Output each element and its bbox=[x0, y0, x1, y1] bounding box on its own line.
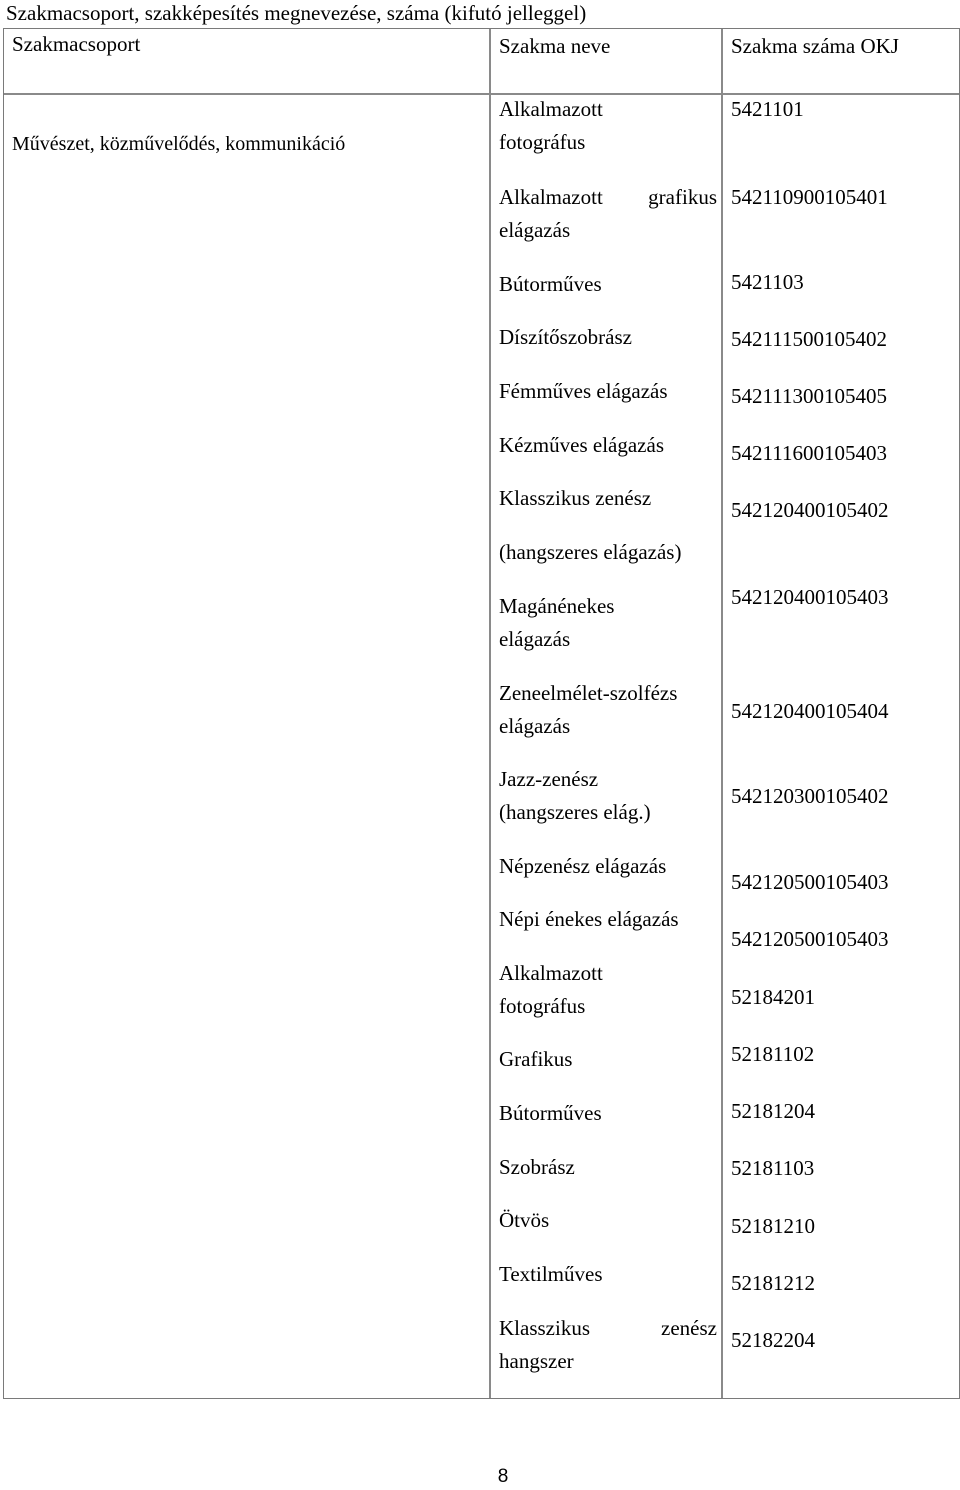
occupation-name bbox=[499, 321, 717, 354]
okj-code: 542120500105403 bbox=[731, 927, 889, 951]
okj-code: 5421101 bbox=[731, 97, 804, 121]
occupation-name bbox=[499, 903, 717, 936]
occupation-name bbox=[499, 590, 717, 656]
occupation-name bbox=[499, 763, 717, 829]
occupation-name-line: Textilműves bbox=[499, 1262, 603, 1286]
occupation-name-line: Klasszikus zenész bbox=[499, 486, 652, 510]
occupation-name-line: Zeneelmélet-szolfézs bbox=[499, 681, 678, 705]
occupation-name-line: Népzenész elágazás bbox=[499, 854, 667, 878]
okj-code: 5421103 bbox=[731, 270, 804, 294]
occupation-name-line: Klasszikus zenész bbox=[499, 1316, 717, 1340]
group-label: Művészet, közművelődés, kommunikáció bbox=[12, 133, 346, 155]
occupation-name bbox=[499, 677, 717, 743]
header-szakma-szama: Szakma száma OKJ bbox=[731, 34, 899, 58]
okj-code: 542120400105404 bbox=[731, 699, 889, 723]
occupation-name-line: Alkalmazott grafikus bbox=[499, 185, 717, 209]
occupation-name-line: Grafikus bbox=[499, 1047, 573, 1071]
occupation-name bbox=[499, 1097, 717, 1130]
occupation-name-line: Szobrász bbox=[499, 1155, 575, 1179]
occupation-name-line: Jazz-zenész bbox=[499, 767, 599, 791]
okj-code: 542111600105403 bbox=[731, 441, 887, 465]
occupation-name bbox=[499, 482, 717, 515]
occupation-name-line: Népi énekes elágazás bbox=[499, 907, 679, 931]
occupation-name-line: (hangszeres elágazás) bbox=[499, 540, 682, 564]
occupation-name bbox=[499, 1151, 717, 1184]
occupation-name-line: Bútorműves bbox=[499, 1101, 602, 1125]
okj-code: 542110900105401 bbox=[731, 185, 888, 209]
occupation-name-line: Alkalmazott bbox=[499, 97, 603, 121]
occupation-name-line: Fémműves elágazás bbox=[499, 379, 668, 403]
column-divider bbox=[721, 29, 723, 1398]
occupation-name-line: elágazás bbox=[499, 218, 571, 242]
occupation-name bbox=[499, 1204, 717, 1237]
occupation-name-line: Magánénekes bbox=[499, 594, 615, 618]
occupation-name bbox=[499, 93, 717, 159]
occupation-table bbox=[3, 28, 960, 1399]
column-divider bbox=[489, 29, 491, 1398]
occupation-name-line: Bútorműves bbox=[499, 272, 602, 296]
occupation-name bbox=[499, 1258, 717, 1291]
occupation-name bbox=[499, 957, 717, 1023]
okj-code: 52182204 bbox=[731, 1328, 815, 1352]
okj-code: 52181210 bbox=[731, 1214, 815, 1238]
okj-code: 542120400105402 bbox=[731, 498, 889, 522]
occupation-name-line: Ötvös bbox=[499, 1208, 550, 1232]
okj-code: 542111500105402 bbox=[731, 327, 887, 351]
okj-code: 542120300105402 bbox=[731, 784, 889, 808]
document-heading: Szakmacsoport, szakképesítés megnevezése, száma (kifutó jelleggel) bbox=[6, 1, 587, 25]
occupation-name-line: Kézműves elágazás bbox=[499, 433, 664, 457]
occupation-name-line: (hangszeres elág.) bbox=[499, 800, 651, 824]
occupation-name bbox=[499, 850, 717, 883]
occupation-name-line: elágazás bbox=[499, 627, 571, 651]
occupation-name-line: hangszer bbox=[499, 1349, 574, 1373]
page-number: 8 bbox=[497, 1466, 509, 1487]
okj-code: 542111300105405 bbox=[731, 384, 887, 408]
occupation-name-line: fotográfus bbox=[499, 994, 586, 1018]
occupation-name bbox=[499, 1312, 717, 1378]
occupation-name bbox=[499, 536, 717, 569]
occupation-name bbox=[499, 375, 717, 408]
occupation-name-line: fotográfus bbox=[499, 130, 586, 154]
occupation-name-line: elágazás bbox=[499, 714, 571, 738]
okj-code: 52184201 bbox=[731, 985, 815, 1009]
occupation-name bbox=[499, 268, 717, 301]
occupation-name bbox=[499, 181, 717, 247]
occupation-name bbox=[499, 1043, 717, 1076]
header-szakma-neve: Szakma neve bbox=[499, 34, 611, 58]
occupation-name-line: Alkalmazott bbox=[499, 961, 603, 985]
okj-code: 52181204 bbox=[731, 1099, 815, 1123]
okj-code: 542120400105403 bbox=[731, 585, 889, 609]
header-szakmacsoport: Szakmacsoport bbox=[12, 32, 141, 56]
okj-code: 52181212 bbox=[731, 1271, 815, 1295]
okj-code: 52181102 bbox=[731, 1042, 815, 1066]
okj-code: 52181103 bbox=[731, 1156, 815, 1180]
okj-code: 542120500105403 bbox=[731, 870, 889, 894]
occupation-name-line: Díszítőszobrász bbox=[499, 325, 632, 349]
occupation-name bbox=[499, 429, 717, 462]
